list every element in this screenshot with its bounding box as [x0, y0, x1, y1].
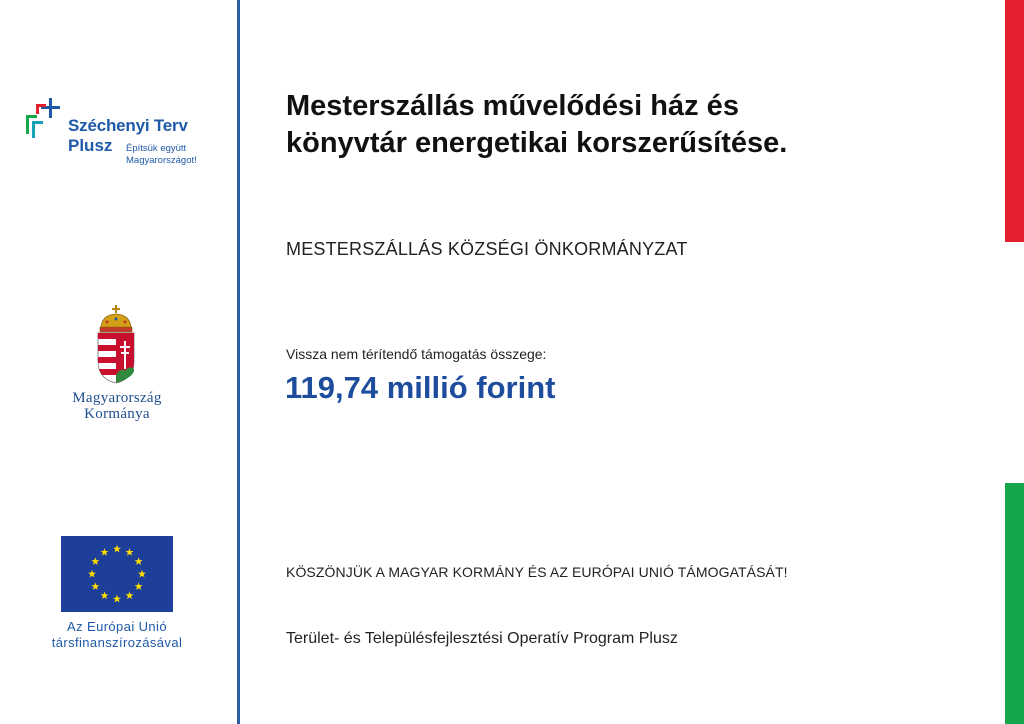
szechenyi-terv-logo: [22, 94, 222, 174]
vertical-divider: [237, 0, 240, 724]
grant-label: Vissza nem térítendő támogatás összege:: [286, 346, 547, 362]
beneficiary-name: MESTERSZÁLLÁS KÖZSÉGI ÖNKORMÁNYZAT: [286, 239, 688, 259]
flag-stripe-red: [1005, 0, 1024, 242]
government-name-line-2: Kormánya: [84, 406, 150, 422]
szechenyi-tagline-line-1: Építsük együtt: [126, 143, 187, 154]
eu-flag-icon: [61, 536, 173, 612]
flag-stripe-green: [1005, 483, 1024, 724]
szechenyi-tagline-line-2: Magyarországot!: [126, 155, 197, 166]
project-title-line-2: könyvtár energetikai korszerűsítése.: [286, 127, 788, 159]
szechenyi-plus: Plusz: [68, 136, 113, 155]
thanks-text: KÖSZÖNJÜK A MAGYAR KORMÁNY ÉS AZ EURÓPAI UNIÓ TÁMOGATÁSÁT!: [286, 564, 788, 580]
eu-text-line-2: társfinanszírozásával: [51, 635, 183, 650]
szechenyi-tagline: [126, 143, 197, 167]
hungarian-coat-of-arms-icon: [95, 305, 137, 385]
eu-text-line-1: Az Európai Unió: [67, 619, 167, 634]
grant-amount: 119,74 millió forint: [285, 370, 556, 405]
szechenyi-plus-logo-icon: [22, 94, 70, 142]
szechenyi-title: Széchenyi Terv: [68, 116, 188, 135]
government-name-line-1: Magyarország: [72, 390, 162, 406]
program-name: Terület- és Településfejlesztési Operatív Program Plusz: [286, 630, 678, 647]
project-title-line-1: Mesterszállás művelődési ház és: [286, 90, 739, 122]
eu-cofinancing-text: [20, 619, 214, 651]
government-name: [44, 390, 190, 422]
project-title: [286, 88, 986, 162]
